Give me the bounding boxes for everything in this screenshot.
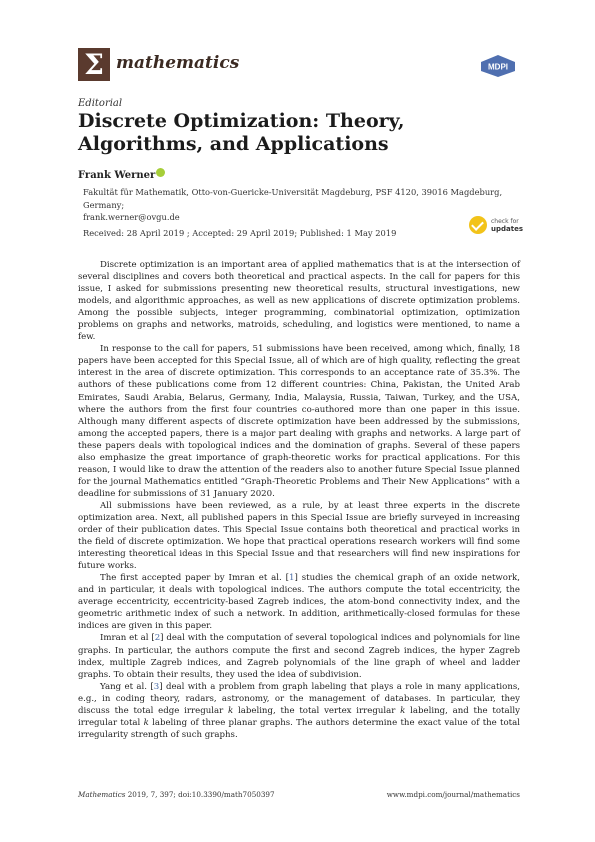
paragraph-6-text-c: labeling, the total vertex irregular: [233, 705, 401, 716]
variable-k: k: [227, 705, 234, 716]
journal-header: [78, 48, 518, 84]
paragraph-6-text-d: labeling, and the totally irregular total: [78, 705, 520, 728]
paragraph-5: [78, 632, 520, 680]
variable-k: k: [400, 705, 406, 716]
paragraph-2: In response to the call for papers, 51 submissions have been received, among which, finally, 18 papers have been accepted for this Special Issue, all of which are of high quality, reflecting the great interest in the area of discrete optimization. This corresponds to an acceptance rate of 35.3%. The authors of these publications come from 12 different countries: China, Pakistan, the United Arab Emirates, Saudi Arabia, Belarus, Germany, India, Malaysia, Russia, Taiwan, Turkey, and the USA, where the authors from the first four countries co-authored more than one paper in this issue. Although many different aspects of discrete optimization have been addressed by the submissions, among the accepted papers, there is a major part dealing with graphs and networks. A large part of these papers deals with topological indices and the domination of graphs. Several of these papers also emphasize the great importance of graph-theoretic works for practical applications. For this reason, I would like to draw the attention of the readers also to another future Special Issue planned for the journal Mathematics entitled “Graph-Theoretic Problems and Their New Applications” with a deadline for submissions of 31 January 2020.: [78, 344, 520, 499]
paragraph-5-text-a: Imran et al [: [100, 633, 155, 644]
paragraph-6-text-e: labeling of three planar graphs. The authors determine the exact value of the total irregularity strength of such graphs.: [78, 717, 520, 740]
check-updates-icon: [469, 216, 487, 234]
paragraph-4-text-b: ] studies the chemical graph of an oxide network, and in particular, it deals with topological indices. The authors compute the total eccentricity, the average eccentricity, eccentricity-based Zagreb indices, the atom-bond connectivity index, and the geometric arithmetic index of such a network. In addition, arithmetically-closed formulas for these indices are given in this paper.: [78, 573, 520, 632]
citation-link-3[interactable]: 3: [153, 681, 160, 692]
paragraph-6-text-b: ] deal with a problem from graph labeling that plays a role in many applications, e.g., in coding theory, radars, astronomy, or the management of databases. In particular, they discuss the total edge irregular: [78, 681, 520, 716]
journal-logo: Σ: [78, 48, 110, 81]
paragraph-3: All submissions have been reviewed, as a rule, by at least three experts in the discrete optimization area. Next, all published papers in this Special Issue are briefly surveyed in increasing order of their publication dates. This Special Issue contains both theoretical and practical works in the field of discrete optimization. We hope that practical operations research workers will find some interesting theoretical ideas in this Special Issue and that researchers will find new inspirations for future works.: [78, 500, 520, 572]
citation-link-1[interactable]: 1: [289, 573, 295, 584]
citation-link-2[interactable]: 2: [154, 633, 161, 644]
article-dates: Received: 28 April 2019 ; Accepted: 29 April 2019; Published: 1 May 2019: [83, 228, 397, 238]
orcid-icon[interactable]: [156, 168, 165, 177]
journal-name: mathematics: [116, 53, 240, 73]
check-for-updates-badge[interactable]: [469, 216, 529, 240]
paragraph-4-text-a: The first accepted paper by Imran et al. [: [100, 573, 290, 584]
author-name: Frank Werner: [78, 170, 156, 181]
author-email[interactable]: frank.werner@ovgu.de: [83, 212, 180, 222]
check-updates-line2: updates: [491, 225, 523, 233]
article-body: [78, 259, 520, 741]
check-updates-line1: check for: [491, 218, 519, 225]
mdpi-logo-text: MDPI: [488, 62, 508, 72]
affiliation-address: Fakultät für Mathematik, Otto-von-Guericke-Universität Magdeburg, PSF 4120, 39016 Magdeburg, Germany;: [83, 187, 503, 210]
article-title: Discrete Optimization: Theory, Algorithms, and Applications: [78, 110, 405, 155]
paragraph-6: [78, 681, 520, 741]
footer-citation: [78, 790, 275, 799]
paragraph-6-text-a: Yang et al. [: [100, 681, 154, 692]
footer-url[interactable]: www.mdpi.com/journal/mathematics: [386, 790, 520, 799]
paragraph-1: Discrete optimization is an important area of applied mathematics that is at the intersection of several disciplines and covers both theoretical and practical aspects. In the call for papers for this issue, I asked for submissions presenting new theoretical results, structural investigations, new models, and algorithmic approaches, as well as new applications of discrete optimization problems. Among the possible subjects, integer programming, combinatorial optimization, optimization problems on graphs and networks, matroids, scheduling, and logistics were mentioned, to name a few.: [78, 260, 520, 343]
footer-doi: 2019, 7, 397; doi:10.3390/math7050397: [125, 790, 275, 799]
article-type: Editorial: [78, 98, 123, 109]
footer-journal: Mathematics: [78, 790, 126, 799]
variable-k: k: [143, 717, 149, 728]
paragraph-4: [78, 572, 520, 632]
affiliation: [83, 186, 523, 224]
paragraph-5-text-b: ] deal with the computation of several topological indices and polynomials for line graphs. In particular, the authors compute the first and second Zagreb indices, the hyper Zagreb index, multiple Zagreb indices, and Zagreb polynomials of the line graph of wheel and ladder graphs. To obtain their results, they used the idea of subdivision.: [78, 633, 520, 680]
author-line: [78, 168, 165, 181]
mdpi-logo-icon: [478, 54, 518, 78]
